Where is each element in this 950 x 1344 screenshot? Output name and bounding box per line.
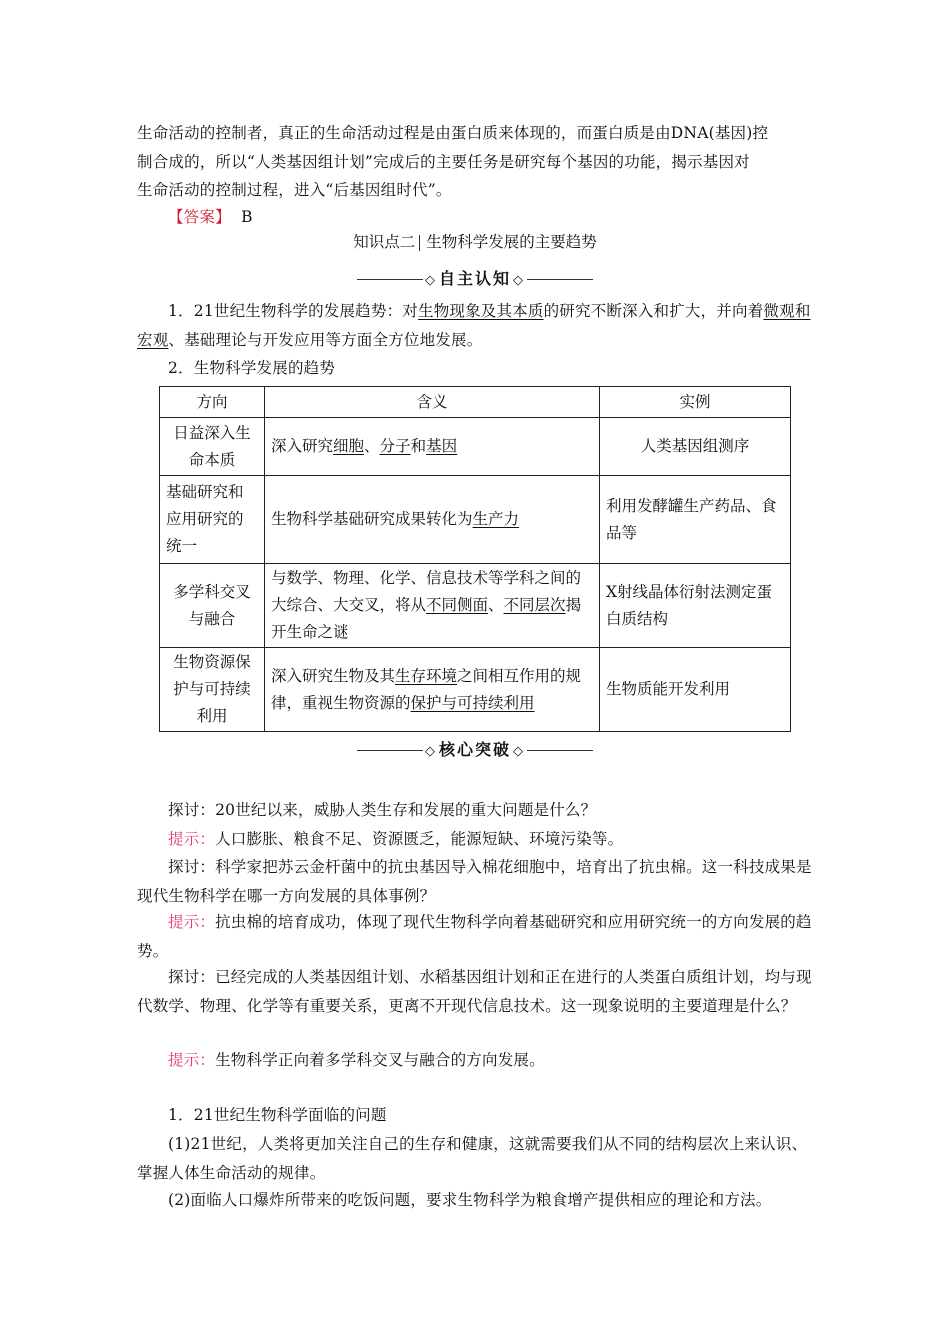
- cell-direction: 多学科交叉与融合: [160, 564, 265, 648]
- cell-example: 生物质能开发利用: [600, 648, 791, 732]
- table-caption: 2．生物科学发展的趋势: [168, 359, 336, 377]
- table-row: [160, 648, 791, 732]
- diamond-icon: ◇: [424, 273, 437, 288]
- qa-question-3: 探讨：已经完成的人类基因组计划、水稻基因组计划和正在进行的人类蛋白质组计划，均与现代数学、物理、化学等有重要关系，更离不开现代信息技术。这一现象说明的主要道理是什么？: [137, 968, 812, 1015]
- cell-meaning: 深入研究生物及其生存环境之间相互作用的规律，重视生物资源的保护与可持续利用: [265, 648, 600, 732]
- banner-rule-left: [357, 750, 423, 751]
- diamond-icon: ◇: [513, 273, 525, 288]
- trend-text-3: 、基础理论与开发应用等方面全方位地发展。: [168, 330, 483, 349]
- qa-answer-1: 提示：人口膨胀、粮食不足、资源匮乏，能源短缺、环境污染等。: [168, 830, 624, 848]
- problems-item-2: (2)面临人口爆炸所带来的吃饭问题，要求生物科学为粮食增产提供相应的理论和方法。: [168, 1191, 772, 1209]
- knowledge-point-title: [0, 230, 950, 252]
- answer-value: B: [241, 208, 253, 226]
- qa-question-1: 探讨：20世纪以来，威胁人类生存和发展的重大问题是什么？: [168, 801, 597, 819]
- answer-label: 【答案】: [168, 208, 231, 226]
- cell-meaning: 生物科学基础研究成果转化为生产力: [265, 476, 600, 564]
- diamond-icon: ◇: [513, 744, 525, 759]
- qa-question-2: 探讨：科学家把苏云金杆菌中的抗虫基因导入棉花细胞中，培育出了抗虫棉。这一科技成果是现代生物科学在哪一方向发展的具体事例？: [137, 858, 812, 905]
- cell-example: X射线晶体衍射法测定蛋白质结构: [600, 564, 791, 648]
- banner-core: [0, 737, 950, 760]
- title-separator: [419, 235, 420, 251]
- header-meaning: 含义: [265, 387, 600, 418]
- trend-underline-1: 生物现象及其本质: [418, 302, 544, 320]
- banner-rule-right: [527, 750, 593, 751]
- trend-paragraph: [137, 297, 817, 354]
- intro-line-2: 制合成的，所以“人类基因组计划”完成后的主要任务是研究每个基因的功能，揭示基因对: [137, 152, 750, 171]
- trend-text-2: 的研究不断深入和扩大，并向着: [543, 302, 764, 320]
- trend-underline-2: 微观和宏观: [137, 302, 811, 349]
- banner-rule-right: [527, 279, 593, 280]
- banner-rule-left: [357, 279, 423, 280]
- banner-self-study: [0, 266, 950, 289]
- cell-example: 利用发酵罐生产药品、食品等: [600, 476, 791, 564]
- knowledge-point-heading: 生物科学发展的主要趋势: [426, 233, 597, 251]
- qa-answer-2: 提示：抗虫棉的培育成功，体现了现代生物科学向着基础研究和应用研究统一的方向发展的趋势。: [137, 913, 812, 960]
- table-header-row: [160, 387, 791, 418]
- table-row: [160, 564, 791, 648]
- header-direction: 方向: [160, 387, 265, 418]
- knowledge-point-label: 知识点二: [353, 233, 416, 251]
- cell-direction: 基础研究和应用研究的统一: [160, 476, 265, 564]
- banner-core-text: 核心突破: [438, 740, 511, 759]
- table-row: [160, 476, 791, 564]
- trend-text-1: 1．21世纪生物科学的发展趋势：对: [168, 302, 418, 320]
- problems-heading: 1．21世纪生物科学面临的问题: [168, 1106, 387, 1124]
- cell-direction: 生物资源保护与可持续利用: [160, 648, 265, 732]
- answer-line: [137, 203, 817, 232]
- problems-item-1: (1)21世纪，人类将更加关注自己的生存和健康，这就需要我们从不同的结构层次上来认识、掌握人体生命活动的规律。: [137, 1135, 808, 1182]
- table-row: [160, 418, 791, 476]
- header-example: 实例: [600, 387, 791, 418]
- diamond-icon: ◇: [424, 744, 437, 759]
- banner-self-study-text: 自主认知: [438, 269, 511, 288]
- cell-meaning: 深入研究细胞、分子和基因: [265, 418, 600, 476]
- intro-paragraph: [137, 119, 817, 205]
- trend-table: [159, 386, 791, 732]
- qa-answer-3: 提示：生物科学正向着多学科交叉与融合的方向发展。: [168, 1051, 545, 1069]
- intro-line-3: 生命活动的控制过程，进入“后基因组时代”。: [137, 181, 452, 199]
- cell-meaning: 与数学、物理、化学、信息技术等学科之间的大综合、大交叉，将从不同侧面、不同层次揭开生命之谜: [265, 564, 600, 648]
- cell-example: 人类基因组测序: [600, 418, 791, 476]
- intro-line-1: 生命活动的控制者，真正的生命活动过程是由蛋白质来体现的，而蛋白质是由DNA(基因)控: [137, 124, 769, 142]
- cell-direction: 日益深入生命本质: [160, 418, 265, 476]
